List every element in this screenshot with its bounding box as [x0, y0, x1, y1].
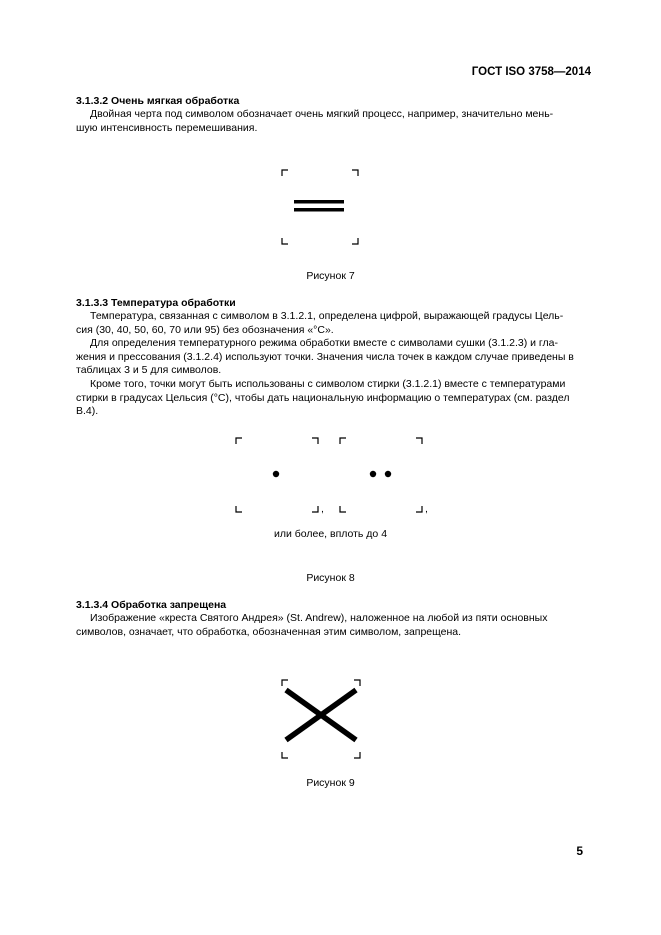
text-line: сия (30, 40, 50, 60, 70 или 95) без обозначения «°С». [76, 323, 334, 336]
paragraph-very-gentle [76, 108, 584, 135]
figure-9-caption: Рисунок 9 [306, 777, 355, 789]
paragraph-prohibited [76, 612, 584, 639]
section-heading-3-1-3-4: 3.1.3.4 Обработка запрещена [76, 599, 227, 611]
comma-separator: , [425, 503, 428, 515]
figure-7-caption: Рисунок 7 [306, 270, 355, 282]
figure-8-note: или более, вплоть до 4 [273, 528, 388, 540]
paragraph-temperature [76, 310, 584, 419]
figure-8-symbol-two-dots [338, 436, 426, 516]
document-header: ГОСТ ISO 3758—2014 [471, 66, 591, 78]
text-line: жения и прессования (3.1.2.4) используют точки. Значения числа точек в каждом случае приведены в [76, 350, 574, 363]
text-line: символов, означает, что обработка, обозначенная этим символом, запрещена. [76, 625, 462, 638]
text-line: Температура, связанная с символом в 3.1.2.1, определена цифрой, выражающей градусы Цель- [90, 310, 564, 322]
page-number: 5 [576, 844, 583, 858]
figure-8-symbol-one-dot [234, 436, 322, 516]
text-line: Кроме того, точки могут быть использованы с символом стирки (3.1.2.1) вместе с температурами [90, 377, 566, 390]
cross-icon [286, 690, 356, 740]
figure-9-symbol [280, 678, 364, 762]
comma-separator: , [321, 503, 324, 515]
text-line: Для определения температурного режима обработки вместе с символами сушки (3.1.2.3) и гла- [90, 337, 558, 350]
text-line: шую интенсивность перемешивания. [76, 121, 258, 134]
section-heading-3-1-3-2: 3.1.3.2 Очень мягкая обработка [76, 95, 240, 107]
text-line: Изображение «креста Святого Андрея» (St. Andrew), наложенное на любой из пяти основных [90, 612, 548, 624]
text-line: В.4). [76, 405, 99, 418]
text-line: Двойная черта под символом обозначает очень мягкий процесс, например, значительно мень- [90, 108, 554, 120]
text-line: таблицах 3 и 5 для символов. [76, 364, 222, 377]
section-heading-3-1-3-3: 3.1.3.3 Температура обработки [76, 297, 236, 309]
figure-7-symbol [280, 168, 360, 248]
text-line: стирки в градусах Цельсия (°С), чтобы дать национальную информацию о температурах (см. раздел [76, 391, 570, 404]
figure-8-caption: Рисунок 8 [306, 572, 355, 584]
